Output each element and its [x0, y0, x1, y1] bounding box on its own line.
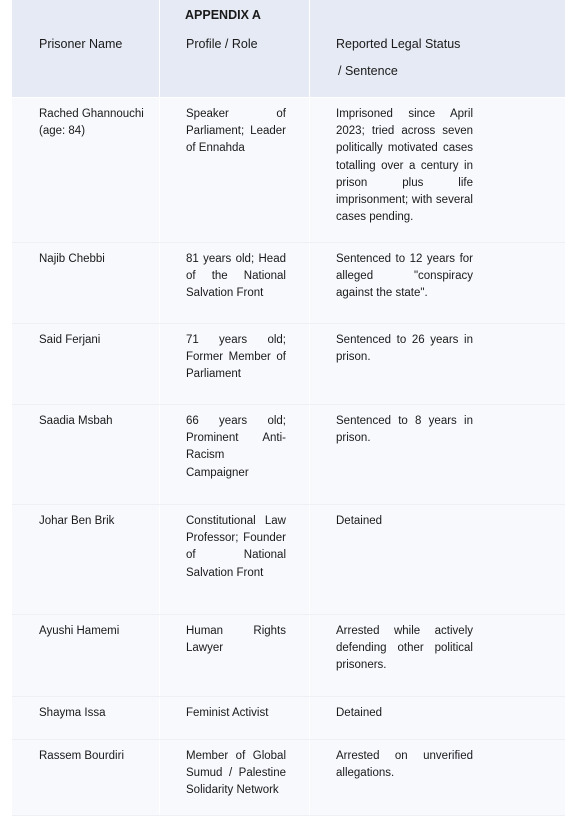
header-profile-role: Profile / Role: [186, 37, 258, 51]
appendix-table: [12, 0, 565, 816]
table-header: [12, 0, 565, 98]
prisoner-status: Sentenced to 12 years for alleged "conspiracy against the state".: [309, 243, 565, 323]
prisoner-name: Rassem Bourdiri: [39, 750, 124, 762]
header-status-line2: / Sentence: [338, 64, 398, 78]
table-row: [12, 98, 565, 243]
table-row: [12, 324, 565, 405]
prisoner-name: Saadia Msbah: [39, 415, 113, 427]
prisoner-name: Johar Ben Brik: [39, 515, 115, 527]
appendix-title: APPENDIX A: [185, 8, 261, 22]
table-row: [12, 405, 565, 505]
header-status-line1: Reported Legal Status: [336, 37, 461, 51]
prisoner-name: Najib Chebbi: [39, 253, 105, 265]
prisoner-name: Rached Ghannouchi (age: 84): [39, 108, 144, 138]
prisoner-profile: 71 years old; Former Member of Parliament: [159, 324, 309, 404]
prisoner-profile: Member of Global Sumud / Palestine Solidarity Network: [159, 740, 309, 815]
prisoner-status: Imprisoned since April 2023; tried across seven politically motivated cases totalling over a century in prison plus life imprisonment; with several cases pending.: [309, 98, 565, 242]
prisoner-status: Detained: [309, 697, 565, 739]
prisoner-status: Sentenced to 26 years in prison.: [309, 324, 565, 404]
prisoner-name: Ayushi Hamemi: [39, 625, 120, 637]
prisoner-status: Arrested on unverified allegations.: [309, 740, 565, 815]
table-row: [12, 505, 565, 615]
header-status-cell: [309, 0, 565, 97]
prisoner-status: Sentenced to 8 years in prison.: [309, 405, 565, 504]
table-row: [12, 615, 565, 697]
prisoner-profile: Feminist Activist: [159, 697, 309, 739]
prisoner-profile: Constitutional Law Professor; Founder of National Salvation Front: [159, 505, 309, 614]
prisoner-profile: 81 years old; Head of the National Salvation Front: [159, 243, 309, 323]
prisoner-profile: Human Rights Lawyer: [159, 615, 309, 696]
header-prisoner-name: Prisoner Name: [39, 37, 123, 51]
table-row: [12, 243, 565, 324]
prisoner-name: Said Ferjani: [39, 334, 101, 346]
prisoner-name: Shayma Issa: [39, 707, 106, 719]
table-row: [12, 740, 565, 816]
header-name-cell: [12, 0, 159, 97]
prisoner-profile: 66 years old; Prominent Anti-Racism Campaigner: [159, 405, 309, 504]
prisoner-status: Detained: [309, 505, 565, 614]
table-row: [12, 697, 565, 740]
prisoner-profile: Speaker of Parliament; Leader of Ennahda: [159, 98, 309, 242]
prisoner-status: Arrested while actively defending other political prisoners.: [309, 615, 565, 696]
